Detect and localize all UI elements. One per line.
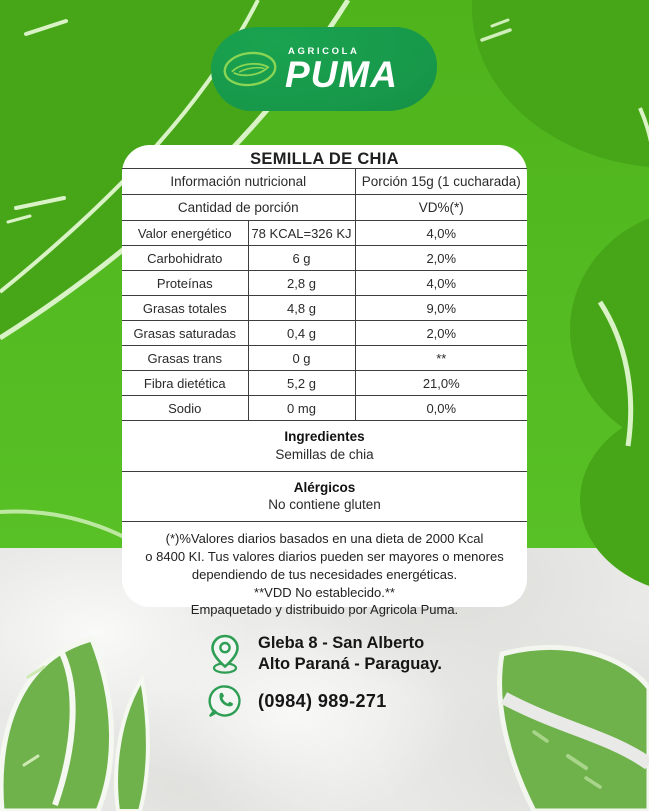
nutrition-card: [122, 145, 527, 618]
nutrient-dv: 9,0%: [355, 296, 527, 321]
nutrient-label: Grasas totales: [122, 296, 248, 321]
footnote-line: o 8400 KI. Tus valores diarios pueden ser mayores o menores: [145, 549, 504, 565]
nutrient-amount: 0,4 g: [248, 321, 355, 346]
nutrient-label: Grasas saturadas: [122, 321, 248, 346]
brand-logo: [211, 27, 437, 111]
footnote-line: dependiendo de tus necesidades energéticas.: [191, 566, 458, 582]
footnote-line: Empaquetado y distribuido por Agricola Puma.: [190, 602, 459, 618]
phone-number: (0984) 989-271: [258, 690, 387, 711]
nutrient-label: Sodio: [122, 396, 248, 421]
daily-values-footnote: [122, 522, 527, 619]
nutrient-label: Valor energético: [122, 221, 248, 246]
portion-header-cell: Porción 15g (1 cucharada): [355, 169, 527, 195]
nutrition-row: [122, 221, 527, 246]
brand-wordmark: [285, 45, 398, 95]
vd-header-cell: VD%(*): [355, 195, 527, 221]
whatsapp-icon: [207, 683, 243, 719]
allergens-section: [122, 472, 527, 523]
allergens-text: No contiene gluten: [268, 497, 381, 513]
nutrient-amount: 2,8 g: [248, 271, 355, 296]
leaf-emblem-icon: [221, 47, 279, 91]
nutrition-row: [122, 346, 527, 371]
nutrient-dv: 4,0%: [355, 271, 527, 296]
nutrient-amount: 0 g: [248, 346, 355, 371]
product-title: SEMILLA DE CHIA: [250, 150, 399, 168]
address-text: [258, 633, 442, 675]
info-header-cell: Información nutricional: [122, 169, 355, 195]
nutrient-dv: 21,0%: [355, 371, 527, 396]
footnote-line: (*)%Valores diarios basados en una dieta de 2000 Kcal: [165, 531, 484, 547]
nutrient-label: Proteínas: [122, 271, 248, 296]
nutrient-label: Fibra dietética: [122, 371, 248, 396]
bottom-right-leaf-decoration: [474, 636, 649, 811]
ingredients-heading: Ingredientes: [284, 429, 365, 444]
footnote-line: **VDD No establecido.**: [254, 584, 395, 600]
contact-block: [207, 633, 442, 727]
address-line-2: Alto Paraná - Paraguay.: [258, 655, 443, 673]
table-header-row: [122, 169, 527, 195]
table-header-row: [122, 195, 527, 221]
nutrition-table: [122, 168, 527, 421]
nutrient-dv: 2,0%: [355, 321, 527, 346]
nutrient-amount: 5,2 g: [248, 371, 355, 396]
nutrient-label: Carbohidrato: [122, 246, 248, 271]
nutrient-dv: 2,0%: [355, 246, 527, 271]
ingredients-text: Semillas de chia: [275, 446, 374, 462]
nutrient-dv: 4,0%: [355, 221, 527, 246]
bottom-left-leaf-decoration: [0, 615, 200, 811]
allergens-heading: Alérgicos: [293, 479, 356, 495]
nutrition-row: [122, 371, 527, 396]
nutrition-row: [122, 271, 527, 296]
nutrition-row: [122, 396, 527, 421]
brand-name-text: PUMA: [285, 53, 398, 95]
nutrition-row: [122, 321, 527, 346]
nutrient-amount: 6 g: [248, 246, 355, 271]
nutrient-amount: 78 KCAL=326 KJ: [248, 221, 355, 246]
nutrient-dv: **: [355, 346, 527, 371]
nutrient-amount: 0 mg: [248, 396, 355, 421]
location-pin-icon: [207, 633, 243, 675]
nutrition-row: [122, 296, 527, 321]
ingredients-section: [122, 421, 527, 472]
nutrient-amount: 4,8 g: [248, 296, 355, 321]
brand-top-text: AGRICOLA: [288, 45, 360, 57]
quantity-header-cell: Cantidad de porción: [122, 195, 355, 221]
address-row: [207, 633, 442, 675]
address-line-1: Gleba 8 - San Alberto: [258, 634, 425, 653]
nutrition-row: [122, 246, 527, 271]
nutrient-label: Grasas trans: [122, 346, 248, 371]
phone-row: [207, 683, 442, 719]
nutrient-dv: 0,0%: [355, 396, 527, 421]
